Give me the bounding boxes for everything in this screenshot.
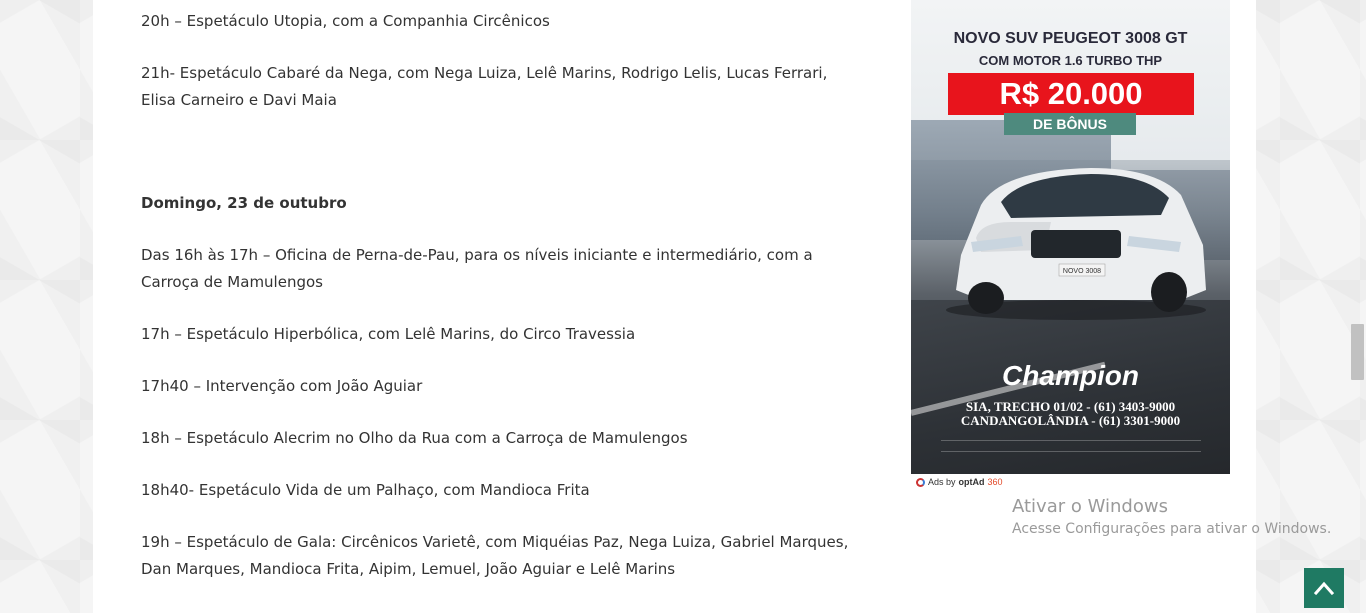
scrollbar-thumb[interactable] <box>1351 324 1364 380</box>
ad-price: R$ 20.000 <box>948 73 1194 115</box>
day-heading: Domingo, 23 de outubro <box>141 194 347 212</box>
license-plate-text: NOVO 3008 <box>1062 268 1102 275</box>
schedule-item: 17h40 – Intervenção com João Aguiar <box>141 377 423 395</box>
schedule-item: Das 16h às 17h – Oficina de Perna-de-Pau, para os níveis iniciante e intermediário, com a Carroça de Mamulengos <box>141 246 813 291</box>
windows-activation-subtitle: Acesse Configurações para ativar o Windows. <box>1012 521 1332 537</box>
dealer-logo: Champion <box>1002 360 1139 391</box>
ads-by-brand-suffix: 360 <box>987 477 1003 487</box>
schedule-item: 20h – Espetáculo Utopia, com a Companhia Circênicos <box>141 12 550 30</box>
ads-by-brand: optAd <box>958 477 985 487</box>
windows-activation-title: Ativar o Windows <box>1012 496 1168 517</box>
dealer-address: SIA, TRECHO 01/02 - (61) 3403-9000 <box>965 399 1176 414</box>
ad-headline: NOVO SUV PEUGEOT 3008 GT <box>953 30 1188 47</box>
schedule-item: 21h- Espetáculo Cabaré da Nega, com Nega Luiza, Lelê Marins, Rodrigo Lelis, Lucas Ferrari, Elisa Carneiro e Davi Maia <box>141 64 828 109</box>
schedule-item: 18h – Espetáculo Alecrim no Olho da Rua com a Carroça de Mamulengos <box>141 429 688 447</box>
optad-logo-icon <box>916 478 925 487</box>
schedule-item: 19h – Espetáculo de Gala: Circênicos Varietê, com Miquéias Paz, Nega Luiza, Gabriel Marques, Dan Marques, Mandioca Frita, Aipim, Lemuel, João Aguiar e Lelê Marins <box>141 533 849 578</box>
ad-bonus-label: DE BÔNUS <box>1004 113 1136 135</box>
dealer-address: CANDANGOLÂNDIA - (61) 3301-9000 <box>960 413 1181 428</box>
car-image <box>941 160 1211 320</box>
schedule-item: 18h40- Espetáculo Vida de um Palhaço, com Mandioca Frita <box>141 481 590 499</box>
ad-fine-print <box>941 440 1201 452</box>
back-to-top-button[interactable] <box>1304 568 1344 608</box>
chevron-up-icon <box>1314 581 1334 595</box>
ads-by-label: Ads by <box>928 477 956 487</box>
ads-by-credit[interactable] <box>916 477 1003 487</box>
page-scrollbar[interactable] <box>1349 0 1366 613</box>
ad-subheadline: COM MOTOR 1.6 TURBO THP <box>978 53 1163 68</box>
advertisement-banner[interactable] <box>911 0 1230 474</box>
schedule-item: 17h – Espetáculo Hiperbólica, com Lelê Marins, do Circo Travessia <box>141 325 636 343</box>
